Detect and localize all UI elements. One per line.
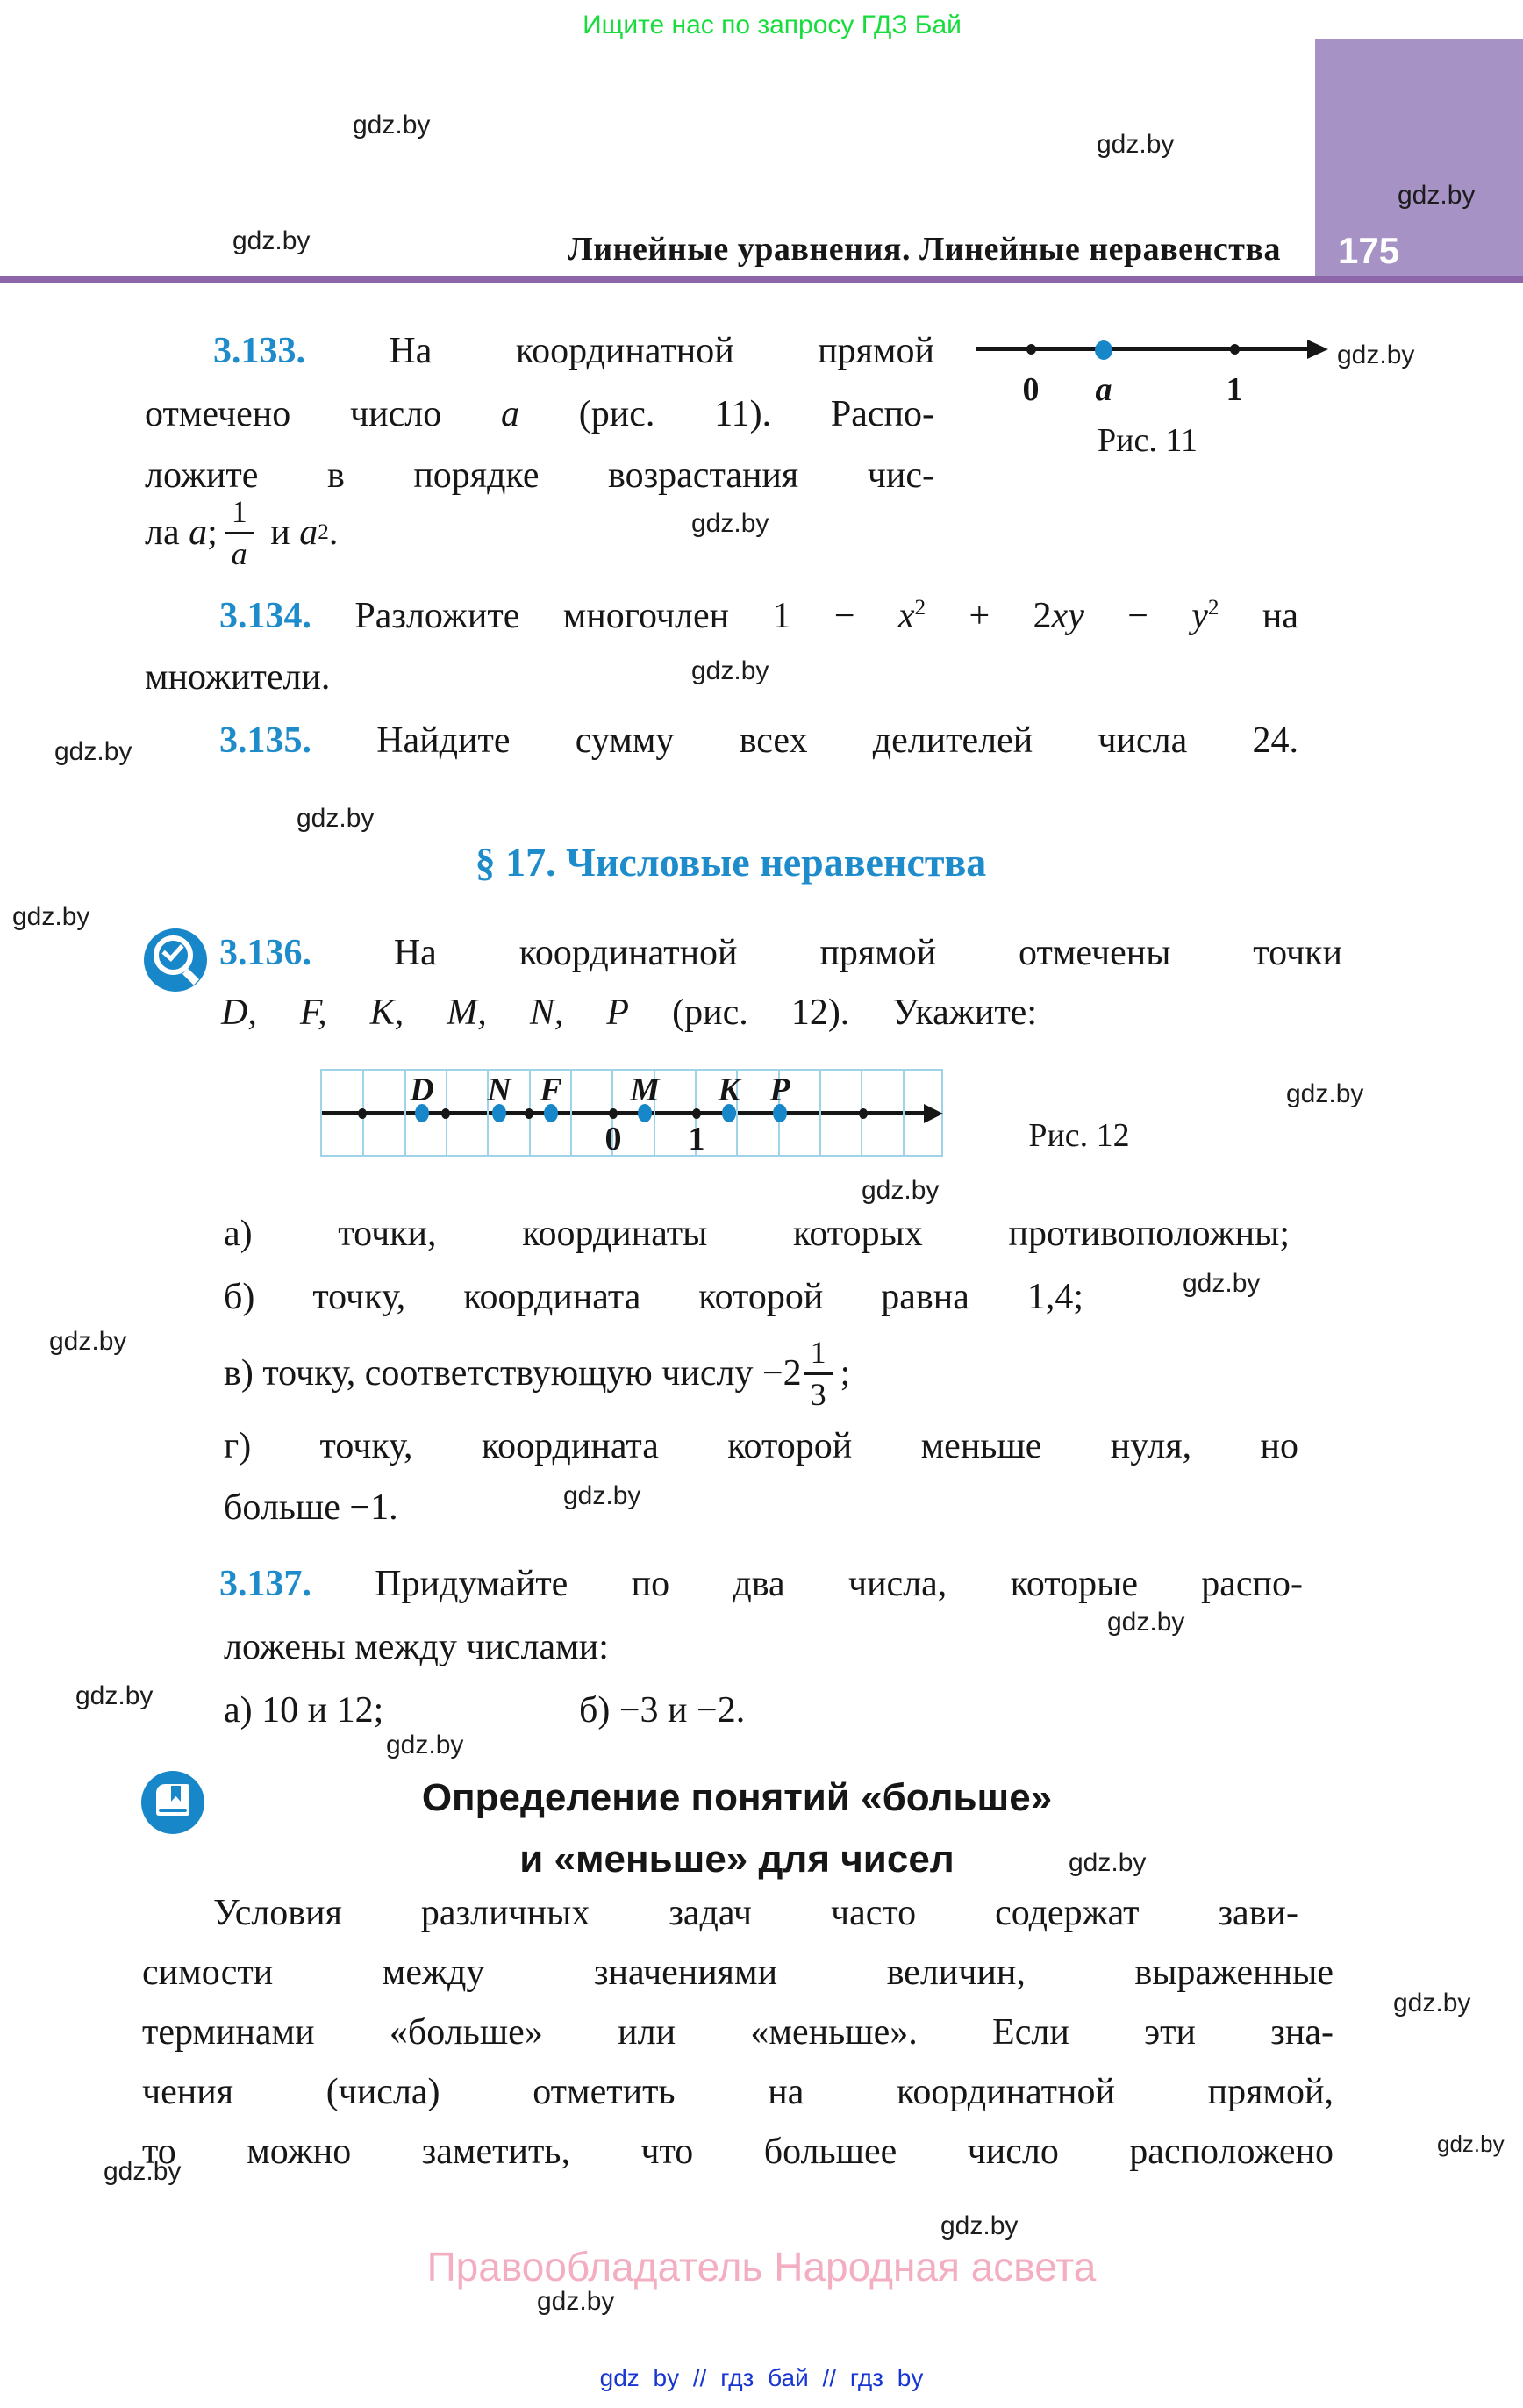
fraction-denominator: 3 [810,1376,826,1412]
item-v [224,1325,850,1422]
problem-text: На координатной прямой отмечены точки [311,933,1342,973]
item-g-line2 [224,1485,398,1530]
watermark: gdz.by [75,1681,154,1710]
tick-dot [609,1108,618,1119]
problem-number: 3.136. [219,933,311,973]
item-b [224,1274,1083,1320]
variable-xy: xy [1051,596,1084,636]
axis-label: 1 [1226,371,1243,408]
point-label: M [630,1071,660,1108]
problem-3137-option-a [224,1688,383,1733]
running-header: Линейные уравнения. Линейные неравенства [568,231,1281,268]
option-text: а) 10 и 12; [224,1690,384,1731]
item-text: ; [840,1353,851,1394]
problem-text: ; [207,512,218,553]
variable-a: a [501,394,519,434]
axis-label: a [1095,371,1112,408]
problem-text: Придумайте по два числа, которые распо- [311,1564,1303,1604]
problem-number: 3.134. [219,596,311,636]
arrow-head-icon [1307,340,1328,359]
watermark: gdz.by [563,1481,641,1510]
top-notice: Ищите нас по запросу ГДЗ Бай [583,11,962,39]
watermark: gdz.by [1393,1989,1471,2017]
problem-text: Найдите сумму всех делителей числа 24. [311,720,1298,761]
point-label: N [487,1071,511,1108]
problem-3135-line1 [219,718,1298,763]
exponent: 2 [1207,596,1219,620]
section-header: § 17. Числовые неравенства [475,840,987,885]
tick-dot [525,1108,533,1119]
check-search-icon [144,928,207,992]
point-label: D [410,1071,434,1108]
page-number: 175 [1338,230,1400,271]
figure-12 [320,1069,943,1157]
item-text: а) точки, координаты которых противоположны; [224,1214,1290,1254]
problem-3137-option-b [579,1688,745,1733]
axis-label: 0 [604,1121,622,1157]
fraction-numerator: 1 [804,1336,833,1375]
grid-line [570,1071,572,1155]
watermark: gdz.by [1183,1269,1261,1298]
problem-text: ла [145,512,189,553]
watermark: gdz.by [104,2157,182,2186]
watermark: gdz.by [691,656,769,685]
axis-label: 0 [1022,371,1040,408]
fraction-numerator: 1 [225,495,254,534]
problem-3137-line2 [224,1624,609,1670]
book-pages [159,1809,187,1812]
watermark: gdz.by [12,902,90,931]
paragraph-line [142,1950,1334,1996]
tick-dot [1026,344,1036,355]
watermark: gdz.by [297,804,375,833]
problem-3136-line1 [219,930,1342,976]
paragraph-text: симости между значениями величин, выраженные [142,1953,1334,1993]
problem-3137-line1 [219,1561,1303,1607]
option-text: б) −3 и −2. [579,1690,746,1731]
book-bookmark [171,1786,181,1802]
watermark: gdz.by [54,737,132,766]
bottom-links[interactable]: gdz by // гдз бай // гдз by [599,2364,924,2391]
paragraph-text: чения (числа) отметить на координатной прямой, [142,2072,1334,2112]
problem-3136-line2 [221,990,1037,1036]
watermark: gdz.by [691,509,769,538]
fraction-1-over-a [225,495,254,571]
problem-number: 3.135. [219,720,311,761]
paragraph-text: терминами «больше» или «меньше». Если эти зна- [142,2012,1334,2053]
watermark: gdz.by [862,1176,940,1205]
problem-text: отмечено число [145,394,501,434]
definition-heading-line2: и «меньше» для чисел [519,1838,955,1881]
axis-label: 1 [688,1121,705,1157]
watermark: gdz.by [1337,340,1415,369]
header-rule [0,276,1523,283]
watermark: gdz.by [537,2287,615,2316]
variable-y: y [1191,596,1208,636]
problem-text: множители. [145,657,331,698]
tick-dot [441,1108,450,1119]
figure-12-caption: Рис. 12 [1028,1117,1130,1154]
grid-line [819,1071,821,1155]
problem-number: 3.133. [213,331,305,371]
point-label: P [769,1071,790,1108]
problem-3134-line2 [145,655,330,700]
arrow-head-icon [924,1104,943,1123]
copyright-notice: Правообладатель Народная асвета [426,2244,1097,2290]
marked-point-dot [1095,340,1112,360]
fraction-denominator: a [231,535,247,571]
problem-text: ложены между числами: [224,1627,609,1667]
point-label: F [540,1071,562,1108]
problem-text: (рис. 12). Укажите: [629,993,1037,1033]
problem-text: ложите в порядке возрастания чис- [145,455,934,496]
item-text: б) точку, координата которой равна 1,4; [224,1277,1083,1317]
watermark: gdz.by [940,2211,1019,2240]
item-a [224,1211,1290,1257]
problem-3134-line1 [219,593,1298,639]
watermark: gdz.by [1286,1079,1364,1108]
problem-3133-line2 [145,391,934,437]
figure-11 [972,309,1341,458]
fraction-1-over-3 [804,1336,833,1412]
problem-text: (рис. 11). Распо- [519,394,934,434]
number-line [322,1111,926,1115]
magnifier-handle [182,968,199,985]
variable-a: a [299,512,318,553]
problem-text: и [261,512,300,553]
definition-heading-line1: Определение понятий «больше» [421,1776,1053,1819]
item-text: больше −1. [224,1487,398,1528]
item-text: г) точку, координата которой меньше нуля, но [224,1426,1298,1466]
paragraph-text: Условия различных задач часто содержат зави- [213,1893,1298,1933]
watermark: gdz.by [1107,1608,1185,1637]
book-icon [141,1771,204,1834]
problem-text: На координатной прямой [305,331,934,371]
variable-x: x [897,596,915,636]
grid-line [903,1071,905,1155]
watermark: gdz.by [386,1731,464,1759]
formula: − [1083,596,1192,636]
problem-3133-line1 [213,328,934,374]
paragraph-line [142,2129,1334,2175]
exponent: 2 [914,596,926,620]
item-g-line1 [224,1423,1298,1469]
watermark: gdz.by [353,111,431,140]
tick-dot [692,1108,701,1119]
problem-text: . [328,512,339,553]
watermark: gdz.by [1437,2131,1505,2157]
paragraph-line [142,2010,1334,2055]
page-corner-box [1315,39,1523,282]
figure-11-caption: Рис. 11 [1098,422,1198,459]
grid-line [404,1071,406,1155]
tick-dot [859,1108,868,1119]
problem-text: на [1219,596,1299,636]
watermark: gdz.by [1097,130,1175,159]
problem-3133-line4: ла a ; $\frac{1}{a}$ и a 2 . [145,493,339,571]
number-line [976,347,1307,351]
watermark: gdz.by [1398,181,1476,210]
watermark: gdz.by [232,226,311,255]
watermark: gdz.by [49,1327,127,1356]
point-letters: D, F, K, M, N, P [221,993,630,1033]
paragraph-line [142,2069,1334,2115]
variable-a: a [189,512,208,553]
point-label: K [718,1071,740,1108]
tick-dot [1230,344,1240,355]
watermark: gdz.by [1069,1848,1147,1877]
paragraph-text: то можно заметить, что большее число расположено [142,2132,1334,2172]
problem-text: Разложите многочлен [311,596,773,636]
formula: + 2 [926,596,1052,636]
formula: 1 − [772,596,898,636]
problem-number: 3.137. [219,1564,311,1604]
paragraph-line [213,1890,1298,1936]
book-cover [156,1784,189,1816]
item-text: в) точку, соответствующую числу −2 [224,1353,802,1394]
tick-dot [358,1108,367,1119]
